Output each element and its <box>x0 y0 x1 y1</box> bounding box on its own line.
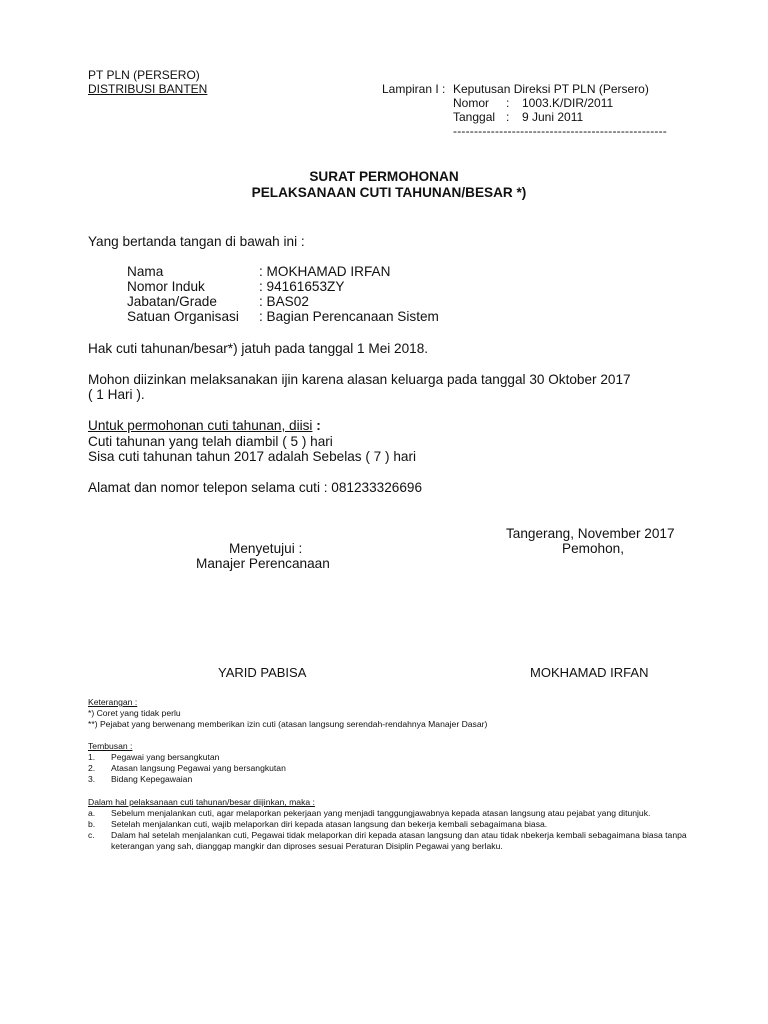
nomor-colon: : <box>506 96 510 110</box>
tembusan-list <box>88 752 286 785</box>
nomor-label: Nomor <box>453 96 490 110</box>
list-item <box>88 830 700 852</box>
list-item <box>88 819 700 830</box>
identity-row-nomor-induk <box>127 279 439 294</box>
identity-value: : 94161653ZY <box>259 279 345 294</box>
identity-value: : BAS02 <box>259 294 309 309</box>
mohon-line-2: ( 1 Hari ). <box>88 387 145 402</box>
list-number: 3. <box>88 774 96 784</box>
identity-row-name <box>127 264 439 279</box>
tanggal-colon: : <box>506 110 510 124</box>
approver-title: Manajer Perencanaan <box>196 556 330 571</box>
identity-value: : Bagian Perencanaan Sistem <box>259 309 439 324</box>
list-item <box>88 763 286 774</box>
list-text: Pegawai yang bersangkutan <box>111 752 220 762</box>
identity-table <box>127 264 439 324</box>
intro-text: Yang bertanda tangan di bawah ini : <box>88 234 305 249</box>
list-number: b. <box>88 819 96 829</box>
annual-heading-text: Untuk permohonan cuti tahunan, diisi <box>88 418 313 433</box>
annual-remaining: Sisa cuti tahunan tahun 2017 adalah Sebelas ( 7 ) hari <box>88 449 416 464</box>
company-name: PT PLN (PERSERO) <box>88 68 200 82</box>
identity-label: Nomor Induk <box>127 279 205 294</box>
list-text: Sebelum menjalankan cuti, agar melaporkan pekerjaan yang menjadi tanggungjawabnya kepada atasan langsung atau pejabat yang ditunjuk. <box>111 808 651 818</box>
rules-list <box>88 808 700 852</box>
identity-row-satuan <box>127 309 439 324</box>
lampiran-value: Keputusan Direksi PT PLN (Persero) <box>453 82 649 96</box>
applicant-name: MOKHAMAD IRFAN <box>530 665 649 680</box>
identity-label: Satuan Organisasi <box>127 309 239 324</box>
rules-heading: Dalam hal pelaksanaan cuti tahunan/besar diijinkan, maka : <box>88 797 315 807</box>
approver-name: YARID PABISA <box>218 665 307 680</box>
unit-name: DISTRIBUSI BANTEN <box>88 82 208 96</box>
nomor-value: 1003.K/DIR/2011 <box>522 96 614 110</box>
annual-taken: Cuti tahunan yang telah diambil ( 5 ) hari <box>88 434 333 449</box>
list-item <box>88 752 286 763</box>
title-line-2: PELAKSANAAN CUTI TAHUNAN/BESAR *) <box>251 185 527 200</box>
identity-label: Jabatan/Grade <box>127 294 217 309</box>
list-text: Setelah menjalankan cuti, wajib melaporkan diri kepada atasan langsung dan bekerja kembali sebagaimana biasa. <box>111 819 548 829</box>
list-text: Bidang Kepegawaian <box>111 774 193 784</box>
list-number: 2. <box>88 763 96 773</box>
approver-label: Menyetujui : <box>229 541 303 556</box>
identity-value: : MOKHAMAD IRFAN <box>259 264 391 279</box>
identity-row-jabatan <box>127 294 439 309</box>
hak-cuti-text: Hak cuti tahunan/besar*) jatuh pada tanggal 1 Mei 2018. <box>88 341 429 356</box>
place-date: Tangerang, November 2017 <box>506 526 675 541</box>
tanggal-label: Tanggal <box>453 110 496 124</box>
list-text: Dalam hal setelah menjalankan cuti, Pegawai tidak melaporkan diri kepada atasan langsung dan atau tidak nbekerja kembali sebagaimana biasa tanpa keterangan yang sah, dianggap mangkir dan diproses sesuai Peraturan Disiplin Pegawai yang berlaku. <box>111 830 687 851</box>
tembusan-heading: Tembusan : <box>88 741 133 751</box>
tanggal-value: 9 Juni 2011 <box>522 110 584 124</box>
identity-label: Nama <box>127 264 164 279</box>
header-dashes: --------------------------------------------------- <box>453 124 668 138</box>
list-item <box>88 774 286 785</box>
list-item <box>88 808 700 819</box>
title-line-1: SURAT PERMOHONAN <box>309 169 459 184</box>
applicant-label: Pemohon, <box>562 541 624 556</box>
keterangan-heading: Keterangan : <box>88 697 138 707</box>
keterangan-item-1: *) Coret yang tidak perlu <box>88 708 181 718</box>
list-number: c. <box>88 830 95 840</box>
list-number: a. <box>88 808 96 818</box>
lampiran-label: Lampiran I : <box>382 82 446 96</box>
keterangan-item-2: **) Pejabat yang berwenang memberikan izin cuti (atasan langsung serendah-rendahnya Manajer Dasar) <box>88 719 488 729</box>
annual-heading <box>88 418 321 433</box>
list-text: Atasan langsung Pegawai yang bersangkutan <box>111 763 286 773</box>
address-text: Alamat dan nomor telepon selama cuti : 081233326696 <box>88 480 423 495</box>
list-number: 1. <box>88 752 96 762</box>
annual-heading-colon: : <box>312 418 321 433</box>
mohon-line-1: Mohon diizinkan melaksanakan ijin karena alasan keluarga pada tanggal 30 Oktober 2017 <box>88 372 631 387</box>
